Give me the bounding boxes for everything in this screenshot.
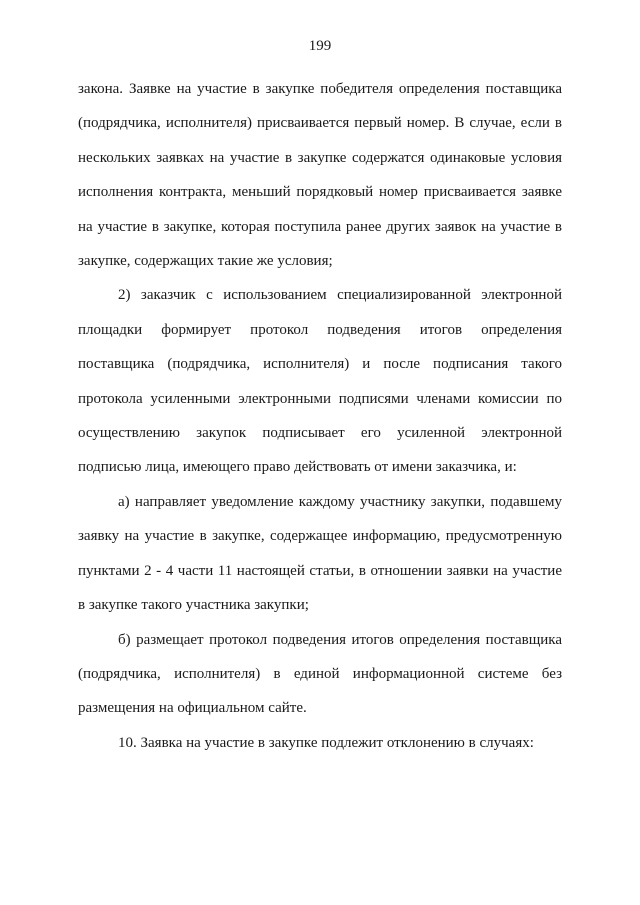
- paragraph-subitem-b: б) размещает протокол подведения итогов определения поставщика (подрядчика, исполнителя) в единой информационной системе без размещения на официальном сайте.: [78, 631, 562, 717]
- paragraph-item-2: 2) заказчик с использованием специализированной электронной площадки формирует протокол подведения итогов определения поставщика (подрядчика, исполнителя) и после подписания такого протокола усиленными электронными подписями членами комиссии по осуществлению закупок подписывает его усиленной электронной подписью лица, имеющего право действовать от имени заказчика, и:: [78, 287, 562, 476]
- paragraph-subitem-a: а) направляет уведомление каждому участнику закупки, подавшему заявку на участие в закупке, содержащее информацию, предусмотренную пунктами 2 - 4 части 11 настоящей статьи, в отношении заявки на участие в закупке такого участника закупки;: [78, 493, 562, 614]
- paragraph-clause-10: 10. Заявка на участие в закупке подлежит отклонению в случаях:: [118, 734, 534, 751]
- paragraph-continuation: закона. Заявке на участие в закупке победителя определения поставщика (подрядчика, исполнителя) присваивается первый номер. В случае, если в нескольких заявках на участие в закупке содержатся одинаковые условия исполнения контракта, меньший порядковый номер присваивается заявке на участие в закупке, которая поступила ранее других заявок на участие в закупке, содержащих такие же условия;: [78, 81, 562, 270]
- page-number: 199: [308, 38, 332, 54]
- document-body: [78, 72, 562, 760]
